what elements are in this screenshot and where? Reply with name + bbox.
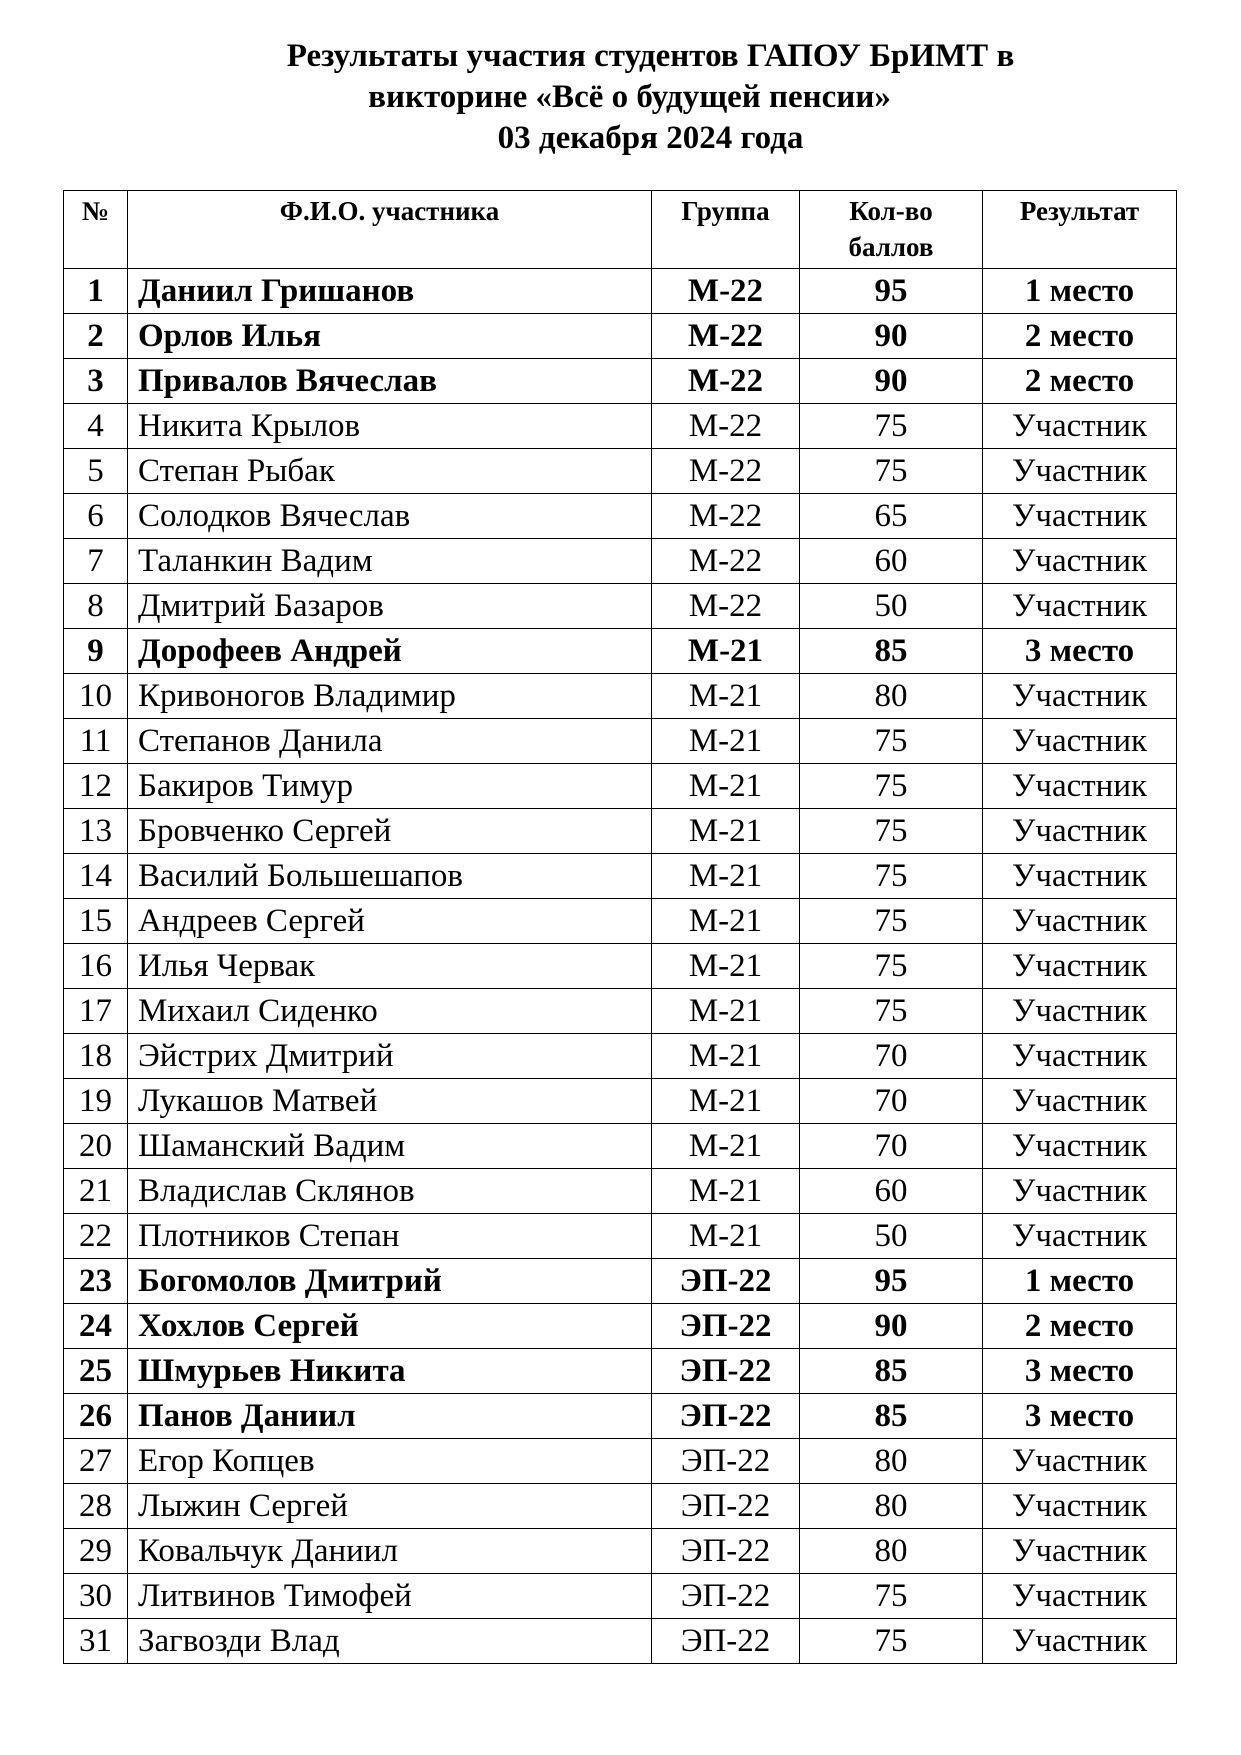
cell-group: М-22 [652,449,800,494]
cell-result: 3 место [983,1394,1177,1439]
cell-number: 9 [64,629,128,674]
cell-score: 90 [800,359,983,404]
cell-result: Участник [983,1619,1177,1664]
cell-score: 75 [800,719,983,764]
table-row [64,269,1177,314]
cell-participant-name: Дмитрий Базаров [128,584,652,629]
cell-score: 85 [800,1349,983,1394]
cell-group: ЭП-22 [652,1529,800,1574]
cell-group: М-21 [652,1034,800,1079]
cell-group: М-22 [652,404,800,449]
cell-participant-name: Михаил Сиденко [128,989,652,1034]
cell-result: Участник [983,539,1177,584]
cell-participant-name: Хохлов Сергей [128,1304,652,1349]
cell-number: 25 [64,1349,128,1394]
table-row [64,899,1177,944]
cell-result: Участник [983,764,1177,809]
cell-participant-name: Василий Большешапов [128,854,652,899]
table-row [64,449,1177,494]
cell-number: 2 [64,314,128,359]
cell-score: 75 [800,809,983,854]
results-table-body [64,269,1177,1664]
header-group: Группа [652,191,800,269]
table-row [64,1259,1177,1304]
cell-participant-name: Лукашов Матвей [128,1079,652,1124]
table-row [64,494,1177,539]
cell-participant-name: Андреев Сергей [128,899,652,944]
table-row [64,809,1177,854]
cell-participant-name: Плотников Степан [128,1214,652,1259]
cell-number: 13 [64,809,128,854]
cell-participant-name: Степан Рыбак [128,449,652,494]
table-row [64,1349,1177,1394]
cell-participant-name: Никита Крылов [128,404,652,449]
header-result: Результат [983,191,1177,269]
results-table [63,190,1177,1664]
header-number: № [64,191,128,269]
cell-number: 26 [64,1394,128,1439]
cell-participant-name: Илья Червак [128,944,652,989]
cell-number: 19 [64,1079,128,1124]
cell-result: Участник [983,944,1177,989]
cell-score: 90 [800,314,983,359]
table-row [64,1394,1177,1439]
cell-number: 12 [64,764,128,809]
cell-number: 11 [64,719,128,764]
cell-number: 22 [64,1214,128,1259]
cell-group: М-21 [652,764,800,809]
cell-number: 6 [64,494,128,539]
header-row [64,191,1177,269]
cell-group: М-22 [652,314,800,359]
cell-group: М-21 [652,1169,800,1214]
cell-result: 3 место [983,1349,1177,1394]
cell-group: М-21 [652,899,800,944]
cell-result: 3 место [983,629,1177,674]
cell-number: 21 [64,1169,128,1214]
table-row [64,1079,1177,1124]
cell-score: 65 [800,494,983,539]
cell-number: 8 [64,584,128,629]
cell-group: ЭП-22 [652,1349,800,1394]
cell-result: Участник [983,854,1177,899]
cell-score: 70 [800,1079,983,1124]
cell-number: 10 [64,674,128,719]
cell-score: 80 [800,1439,983,1484]
cell-group: М-21 [652,719,800,764]
table-row [64,584,1177,629]
cell-group: М-22 [652,359,800,404]
cell-number: 27 [64,1439,128,1484]
cell-score: 75 [800,899,983,944]
cell-participant-name: Привалов Вячеслав [128,359,652,404]
cell-result: 2 место [983,314,1177,359]
cell-group: М-21 [652,629,800,674]
cell-number: 1 [64,269,128,314]
title-date-line: 03 декабря 2024 года [497,120,804,156]
cell-result: Участник [983,674,1177,719]
table-row [64,1619,1177,1664]
cell-score: 75 [800,1619,983,1664]
cell-number: 28 [64,1484,128,1529]
table-row [64,1169,1177,1214]
cell-group: М-21 [652,989,800,1034]
cell-score: 75 [800,944,983,989]
title-line-1: Результаты участия студентов ГАПОУ БрИМТ в [286,38,1015,74]
cell-result: Участник [983,899,1177,944]
header-score [800,191,983,269]
cell-result: Участник [983,1574,1177,1619]
cell-score: 95 [800,1259,983,1304]
cell-score: 75 [800,764,983,809]
cell-group: ЭП-22 [652,1619,800,1664]
table-row [64,854,1177,899]
cell-participant-name: Шмурьев Никита [128,1349,652,1394]
table-row [64,404,1177,449]
cell-number: 18 [64,1034,128,1079]
cell-result: 2 место [983,1304,1177,1349]
cell-participant-name: Степанов Данила [128,719,652,764]
cell-result: Участник [983,1034,1177,1079]
cell-result: Участник [983,1484,1177,1529]
cell-score: 80 [800,1484,983,1529]
header-score-line-2: баллов [848,232,934,262]
cell-group: М-21 [652,854,800,899]
header-participant-name: Ф.И.О. участника [128,191,652,269]
cell-number: 17 [64,989,128,1034]
cell-number: 4 [64,404,128,449]
cell-participant-name: Егор Копцев [128,1439,652,1484]
table-row [64,944,1177,989]
cell-result: Участник [983,989,1177,1034]
cell-score: 80 [800,1529,983,1574]
cell-group: М-21 [652,809,800,854]
table-row [64,629,1177,674]
document-title [0,36,1241,159]
cell-score: 95 [800,269,983,314]
table-row [64,1034,1177,1079]
cell-participant-name: Лыжин Сергей [128,1484,652,1529]
cell-result: Участник [983,1529,1177,1574]
cell-score: 75 [800,404,983,449]
cell-group: М-21 [652,1214,800,1259]
table-row [64,1124,1177,1169]
cell-result: 1 место [983,1259,1177,1304]
cell-participant-name: Панов Даниил [128,1394,652,1439]
cell-score: 85 [800,1394,983,1439]
cell-participant-name: Солодков Вячеслав [128,494,652,539]
cell-number: 3 [64,359,128,404]
cell-score: 50 [800,1214,983,1259]
cell-result: 1 место [983,269,1177,314]
cell-score: 60 [800,539,983,584]
cell-group: М-21 [652,1124,800,1169]
cell-score: 50 [800,584,983,629]
cell-number: 20 [64,1124,128,1169]
table-row [64,1529,1177,1574]
table-row [64,1574,1177,1619]
cell-participant-name: Владислав Склянов [128,1169,652,1214]
cell-participant-name: Бровченко Сергей [128,809,652,854]
cell-number: 14 [64,854,128,899]
cell-group: М-21 [652,674,800,719]
cell-score: 75 [800,1574,983,1619]
table-row [64,1439,1177,1484]
cell-score: 60 [800,1169,983,1214]
cell-participant-name: Литвинов Тимофей [128,1574,652,1619]
cell-participant-name: Даниил Гришанов [128,269,652,314]
cell-participant-name: Шаманский Вадим [128,1124,652,1169]
cell-group: ЭП-22 [652,1259,800,1304]
cell-result: Участник [983,1169,1177,1214]
table-row [64,1304,1177,1349]
table-row [64,719,1177,764]
cell-result: Участник [983,584,1177,629]
cell-group: М-22 [652,584,800,629]
cell-result: Участник [983,1124,1177,1169]
cell-result: Участник [983,719,1177,764]
cell-group: М-21 [652,1079,800,1124]
cell-group: ЭП-22 [652,1439,800,1484]
cell-group: ЭП-22 [652,1304,800,1349]
table-row [64,989,1177,1034]
cell-group: ЭП-22 [652,1394,800,1439]
table-row [64,764,1177,809]
table-row [64,359,1177,404]
cell-score: 70 [800,1124,983,1169]
table-row [64,539,1177,584]
cell-group: ЭП-22 [652,1574,800,1619]
cell-result: Участник [983,404,1177,449]
cell-result: Участник [983,494,1177,539]
cell-result: Участник [983,1214,1177,1259]
cell-number: 31 [64,1619,128,1664]
cell-score: 75 [800,449,983,494]
cell-result: Участник [983,449,1177,494]
cell-number: 15 [64,899,128,944]
cell-score: 75 [800,989,983,1034]
cell-participant-name: Эйстрих Дмитрий [128,1034,652,1079]
title-line-2: викторине «Всё о будущей пенсии» [368,79,891,115]
cell-number: 30 [64,1574,128,1619]
cell-number: 24 [64,1304,128,1349]
cell-score: 90 [800,1304,983,1349]
table-row [64,1214,1177,1259]
cell-participant-name: Ковальчук Даниил [128,1529,652,1574]
cell-result: Участник [983,1079,1177,1124]
cell-group: М-22 [652,269,800,314]
cell-score: 75 [800,854,983,899]
cell-group: М-22 [652,539,800,584]
cell-score: 80 [800,674,983,719]
cell-number: 5 [64,449,128,494]
results-table-header [64,191,1177,269]
cell-participant-name: Орлов Илья [128,314,652,359]
cell-number: 16 [64,944,128,989]
cell-participant-name: Таланкин Вадим [128,539,652,584]
cell-group: М-22 [652,494,800,539]
table-row [64,314,1177,359]
cell-participant-name: Дорофеев Андрей [128,629,652,674]
cell-result: Участник [983,809,1177,854]
cell-result: 2 место [983,359,1177,404]
cell-score: 70 [800,1034,983,1079]
cell-group: ЭП-22 [652,1484,800,1529]
cell-number: 29 [64,1529,128,1574]
cell-participant-name: Богомолов Дмитрий [128,1259,652,1304]
header-score-line-1: Кол-во [849,196,933,226]
cell-group: М-21 [652,944,800,989]
cell-participant-name: Загвозди Влад [128,1619,652,1664]
cell-result: Участник [983,1439,1177,1484]
cell-score: 85 [800,629,983,674]
cell-participant-name: Бакиров Тимур [128,764,652,809]
cell-number: 23 [64,1259,128,1304]
cell-number: 7 [64,539,128,584]
table-row [64,674,1177,719]
cell-participant-name: Кривоногов Владимир [128,674,652,719]
table-row [64,1484,1177,1529]
